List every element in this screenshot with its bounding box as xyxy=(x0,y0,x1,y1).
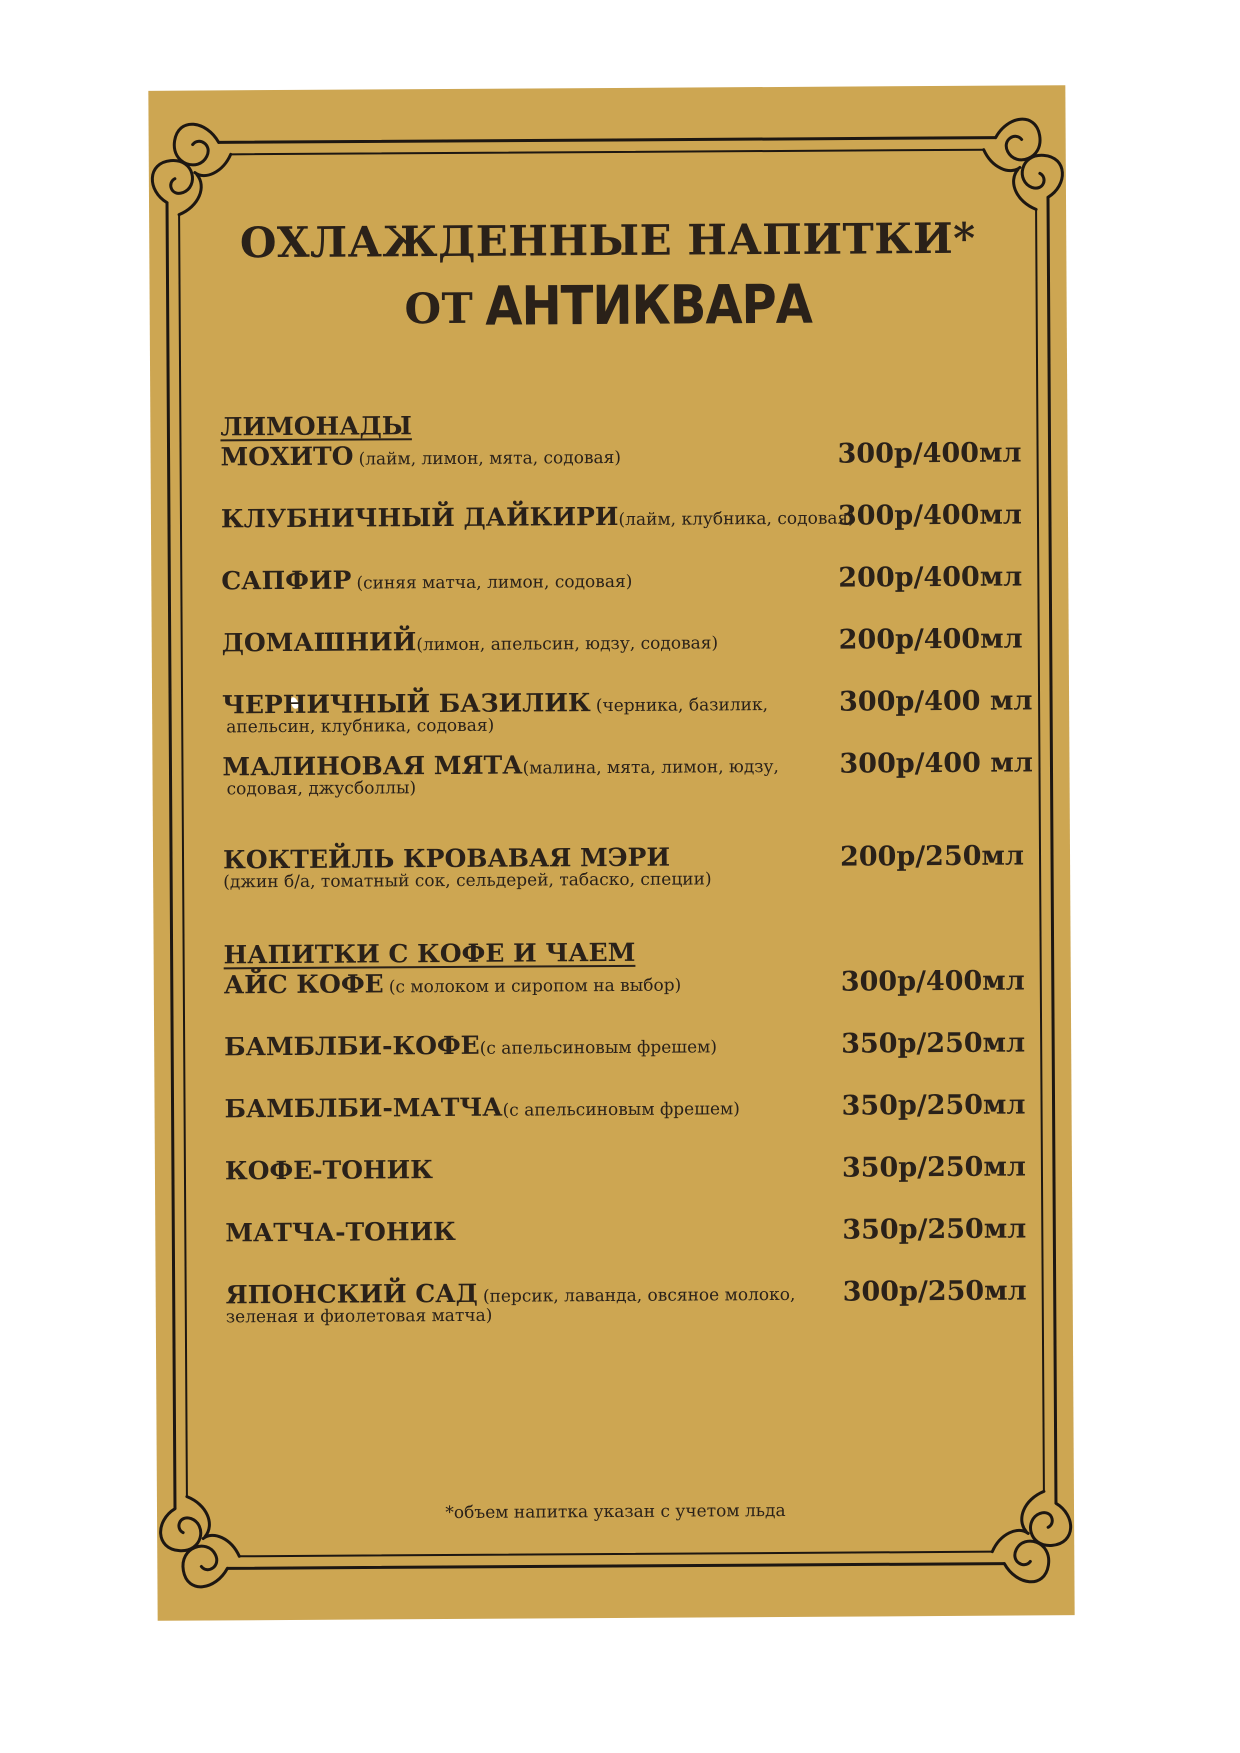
item-name: ЧЕРНИЧНЫЙ БАЗИЛИК xyxy=(221,688,591,720)
item-price: 350р/250мл xyxy=(841,1089,1026,1122)
item-description: (лайм, клубника, содовая) xyxy=(618,508,855,530)
item-name: БАМБЛБИ-КОФЕ xyxy=(224,1030,480,1062)
item-price: 300р/400мл xyxy=(840,965,1025,998)
menu-item xyxy=(223,965,1025,1000)
item-name: МАТЧА-ТОНИК xyxy=(225,1216,456,1248)
item-description-cont: (джин б/а, томатный сок, сельдерей, табаско, специи) xyxy=(223,869,712,893)
item-name: ЯПОНСКИЙ САД xyxy=(225,1278,478,1310)
item-description: (малина, мята, лимон, юдзу, xyxy=(522,756,780,779)
item-name: МОХИТО xyxy=(220,441,354,472)
menu-item xyxy=(225,1275,1027,1328)
menu-item xyxy=(222,747,1033,800)
item-price: 200р/250мл xyxy=(839,840,1025,873)
item-name: ДОМАШНИЙ xyxy=(221,627,417,658)
item-price: 300р/400 мл xyxy=(839,747,1033,780)
menu-item xyxy=(224,1089,1026,1124)
item-description: (с молоком и сиропом на выбор) xyxy=(388,975,682,998)
corner-ornament-top-right xyxy=(984,119,1063,210)
item-description: (с апельсиновым фрешем) xyxy=(479,1037,718,1059)
item-price: 300р/400 мл xyxy=(838,685,1033,718)
item-price: 300р/250мл xyxy=(842,1275,1027,1308)
item-description: (с апельсиновым фрешем) xyxy=(502,1099,740,1121)
menu-item xyxy=(220,499,1022,534)
item-description: (лимон, апельсин, юдзу, содовая) xyxy=(416,633,719,656)
item-description: (черника, базилик, xyxy=(595,695,769,717)
item-name: БАМБЛБИ-МАТЧА xyxy=(224,1092,503,1124)
item-price: 350р/250мл xyxy=(841,1027,1026,1060)
brand-logo: АНТИКВАРА xyxy=(485,273,813,339)
item-description: (персик, лаванда, овсяное молоко, xyxy=(482,1284,796,1307)
item-name: МАЛИНОВАЯ МЯТА xyxy=(222,750,523,782)
item-price: 200р/400мл xyxy=(838,561,1023,594)
section-title-coffee-tea: НАПИТКИ С КОФЕ И ЧАЕМ xyxy=(223,937,636,970)
item-description-cont: зеленая и фиолетовая матча) xyxy=(225,1305,493,1328)
corner-ornament-top-left xyxy=(152,124,231,215)
item-description-cont: содовая, джусболлы) xyxy=(226,778,417,800)
menu-item xyxy=(221,561,1023,596)
menu-item xyxy=(221,623,1023,658)
menu-item xyxy=(221,685,1033,738)
subtitle-prefix: ОТ xyxy=(404,283,474,334)
item-name: КЛУБНИЧНЫЙ ДАЙКИРИ xyxy=(220,501,619,534)
item-price: 200р/400мл xyxy=(838,623,1023,656)
item-price: 300р/400мл xyxy=(837,499,1022,532)
menu-card xyxy=(148,85,1074,1621)
item-price: 350р/250мл xyxy=(842,1213,1027,1246)
item-name: КОКТЕЙЛЬ КРОВАВАЯ МЭРИ xyxy=(222,842,671,875)
item-description: (лайм, лимон, мята, содовая) xyxy=(358,447,622,470)
menu-title: ОХЛАЖДЕННЫЕ НАПИТКИ* xyxy=(239,213,976,268)
item-price: 300р/400мл xyxy=(837,437,1022,470)
section-title-lemonades: ЛИМОНАДЫ xyxy=(220,411,412,442)
menu-item xyxy=(224,1027,1026,1062)
footnote: *объем напитка указан с учетом льда xyxy=(445,1500,786,1524)
menu-subtitle xyxy=(149,275,1066,337)
item-name: АЙС КОФЕ xyxy=(223,969,384,1000)
item-description: (синяя матча, лимон, содовая) xyxy=(356,571,633,594)
menu-item xyxy=(224,1151,1026,1186)
item-description-cont: апельсин, клубника, содовая) xyxy=(226,715,495,738)
item-name: КОФЕ-ТОНИК xyxy=(224,1155,434,1186)
item-name: САПФИР xyxy=(221,565,352,596)
menu-item xyxy=(225,1213,1027,1248)
menu-item-cocktail xyxy=(222,840,1025,893)
item-price: 350р/250мл xyxy=(841,1151,1026,1184)
menu-item xyxy=(220,437,1022,472)
